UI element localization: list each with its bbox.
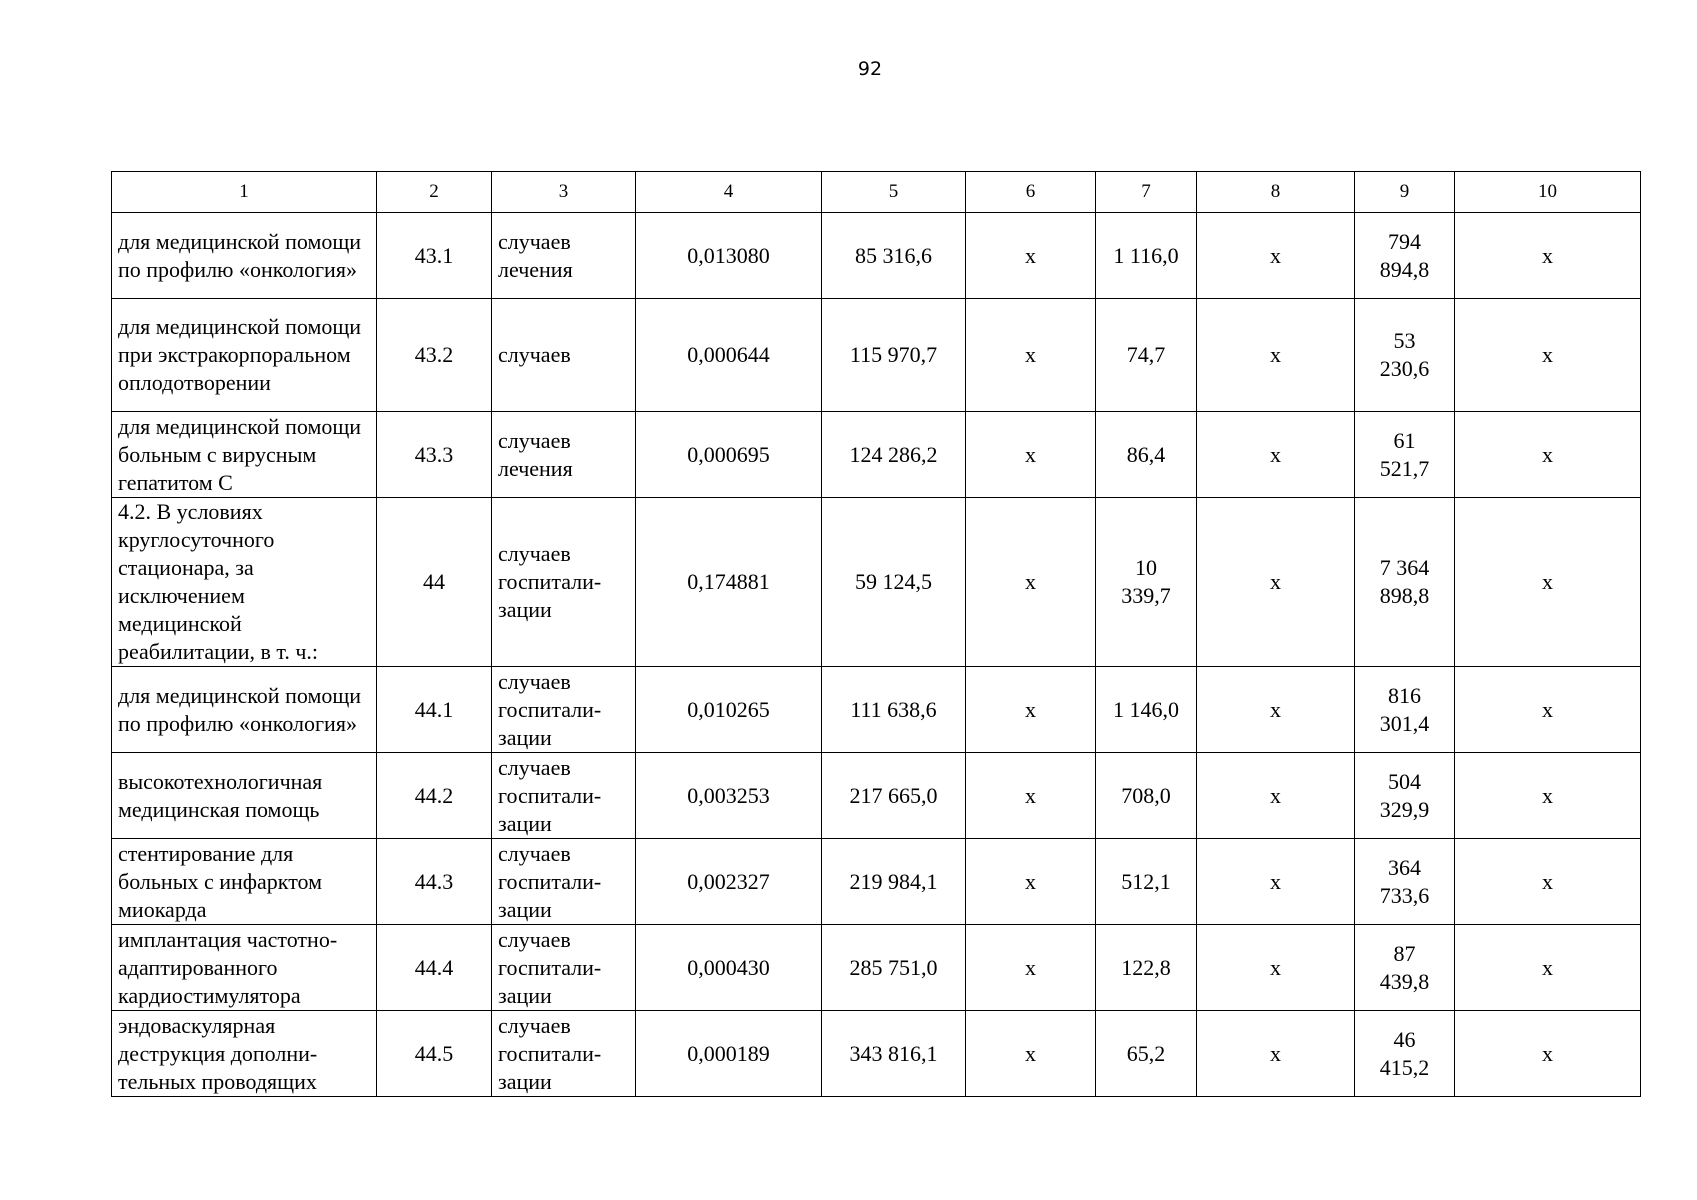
cell-col9-line1: 816	[1388, 682, 1421, 708]
cell-col7: 708,0	[1096, 753, 1197, 839]
cell-col9-line2: 230,6	[1379, 356, 1430, 381]
cell-col9	[1355, 753, 1455, 839]
row-code: 44.4	[377, 925, 492, 1011]
cell-col5: 285 751,0	[822, 925, 966, 1011]
cell-col4: 0,000644	[636, 299, 822, 412]
header-cell: 3	[492, 172, 636, 213]
row-name: 4.2. В условиях круглосуточного стационара, за исключением медицинской реабилитации, в т. ч.:	[112, 498, 377, 667]
cell-col10: х	[1455, 498, 1641, 667]
cell-col9-line2: 733,6	[1379, 882, 1430, 908]
cell-col9	[1355, 839, 1455, 925]
table-row	[112, 925, 1641, 1011]
header-cell: 1	[112, 172, 377, 213]
cell-col4: 0,000695	[636, 412, 822, 498]
cell-col6: х	[966, 412, 1096, 498]
header-row	[112, 172, 1641, 213]
cell-col9-line2: 521,7	[1379, 455, 1430, 481]
row-unit: случаев	[492, 299, 636, 412]
cell-col9	[1355, 213, 1455, 299]
row-name: для медицинской помощи при экстракорпоральном оплодотворении	[112, 299, 377, 412]
cell-col10: х	[1455, 1011, 1641, 1097]
table-row	[112, 299, 1641, 412]
cell-col9	[1355, 925, 1455, 1011]
cell-col9-line2: 439,8	[1379, 968, 1430, 994]
cell-col10: х	[1455, 412, 1641, 498]
row-code: 44.3	[377, 839, 492, 925]
cell-col10: х	[1455, 213, 1641, 299]
cell-col9-line1: 504	[1388, 768, 1421, 794]
row-name: для медицинской помощи по профилю «онкология»	[112, 667, 377, 753]
row-unit: случаев лечения	[492, 412, 636, 498]
cell-col9-line1: 794	[1388, 228, 1421, 254]
cell-col9-line2: 329,9	[1379, 796, 1430, 822]
cell-col5: 124 286,2	[822, 412, 966, 498]
cell-col6: х	[966, 213, 1096, 299]
cell-col8: х	[1197, 213, 1355, 299]
cell-col8: х	[1197, 667, 1355, 753]
row-code: 44.5	[377, 1011, 492, 1097]
header-cell: 7	[1096, 172, 1197, 213]
row-name: для медицинской помощи больным с вирусным гепатитом С	[112, 412, 377, 498]
cell-col8: х	[1197, 299, 1355, 412]
row-name: высокотехнологичная медицинская помощь	[112, 753, 377, 839]
cell-col4: 0,003253	[636, 753, 822, 839]
header-cell: 8	[1197, 172, 1355, 213]
cell-col4: 0,000189	[636, 1011, 822, 1097]
cell-col5: 85 316,6	[822, 213, 966, 299]
cell-col6: х	[966, 1011, 1096, 1097]
cell-col8: х	[1197, 1011, 1355, 1097]
cell-col8: х	[1197, 839, 1355, 925]
data-table	[111, 171, 1641, 1097]
cell-col4: 0,174881	[636, 498, 822, 667]
row-unit: случаев госпитали-зации	[492, 925, 636, 1011]
cell-col5: 111 638,6	[822, 667, 966, 753]
cell-col10: х	[1455, 925, 1641, 1011]
cell-col8: х	[1197, 498, 1355, 667]
table-row	[112, 498, 1641, 667]
row-unit: случаев госпитали-зации	[492, 498, 636, 667]
cell-col7: 65,2	[1096, 1011, 1197, 1097]
cell-col9	[1355, 412, 1455, 498]
cell-col6: х	[966, 925, 1096, 1011]
cell-col6: х	[966, 498, 1096, 667]
table-row	[112, 213, 1641, 299]
table-row	[112, 667, 1641, 753]
cell-col5: 343 816,1	[822, 1011, 966, 1097]
cell-col6: х	[966, 839, 1096, 925]
row-code: 43.3	[377, 412, 492, 498]
cell-col4: 0,002327	[636, 839, 822, 925]
cell-col10: х	[1455, 753, 1641, 839]
cell-col7: 86,4	[1096, 412, 1197, 498]
cell-col9-line1: 87	[1393, 940, 1416, 966]
row-name: стентирование для больных с инфарктом миокарда	[112, 839, 377, 925]
row-unit: случаев лечения	[492, 213, 636, 299]
table-row	[112, 753, 1641, 839]
page-number: 92	[857, 58, 883, 80]
cell-col8: х	[1197, 753, 1355, 839]
cell-col7: 74,7	[1096, 299, 1197, 412]
cell-col9-line2: 898,8	[1379, 583, 1430, 608]
table-row	[112, 839, 1641, 925]
header-cell: 6	[966, 172, 1096, 213]
cell-col10: х	[1455, 839, 1641, 925]
row-unit: случаев госпитали-зации	[492, 1011, 636, 1097]
cell-col9	[1355, 498, 1455, 667]
row-unit: случаев госпитали-зации	[492, 839, 636, 925]
cell-col8: х	[1197, 412, 1355, 498]
cell-col7: 512,1	[1096, 839, 1197, 925]
header-cell: 10	[1455, 172, 1641, 213]
cell-col8: х	[1197, 925, 1355, 1011]
row-code: 44	[377, 498, 492, 667]
row-code: 43.1	[377, 213, 492, 299]
header-cell: 2	[377, 172, 492, 213]
header-cell: 5	[822, 172, 966, 213]
cell-col4: 0,010265	[636, 667, 822, 753]
row-name: имплантация частотно-адаптированного кардиостимулятора	[112, 925, 377, 1011]
row-name: для медицинской помощи по профилю «онкология»	[112, 213, 377, 299]
row-code: 43.2	[377, 299, 492, 412]
row-name: эндоваскулярная деструкция дополни-тельных проводящих	[112, 1011, 377, 1097]
cell-col10: х	[1455, 299, 1641, 412]
cell-col5: 217 665,0	[822, 753, 966, 839]
cell-col9-line1: 364	[1388, 854, 1421, 880]
cell-col9-line2: 301,4	[1379, 710, 1430, 736]
cell-col7-line2: 339,7	[1121, 583, 1171, 608]
cell-col9-line2: 894,8	[1379, 256, 1430, 282]
cell-col7	[1096, 498, 1197, 667]
cell-col7-line1: 10	[1135, 555, 1157, 580]
table-row	[112, 1011, 1641, 1097]
header-cell: 9	[1355, 172, 1455, 213]
cell-col9	[1355, 1011, 1455, 1097]
cell-col4: 0,000430	[636, 925, 822, 1011]
cell-col5: 115 970,7	[822, 299, 966, 412]
row-code: 44.2	[377, 753, 492, 839]
row-code: 44.1	[377, 667, 492, 753]
cell-col9-line1: 7 364	[1379, 555, 1430, 580]
cell-col9-line1: 53	[1393, 328, 1416, 353]
cell-col6: х	[966, 667, 1096, 753]
cell-col9	[1355, 299, 1455, 412]
cell-col7: 1 116,0	[1096, 213, 1197, 299]
row-unit: случаев госпитали-зации	[492, 753, 636, 839]
cell-col9-line1: 46	[1393, 1026, 1416, 1052]
row-unit: случаев госпитали-зации	[492, 667, 636, 753]
cell-col5: 219 984,1	[822, 839, 966, 925]
cell-col6: х	[966, 299, 1096, 412]
cell-col9	[1355, 667, 1455, 753]
cell-col4: 0,013080	[636, 213, 822, 299]
table-row	[112, 412, 1641, 498]
cell-col6: х	[966, 753, 1096, 839]
cell-col9-line1: 61	[1393, 427, 1416, 453]
cell-col7: 1 146,0	[1096, 667, 1197, 753]
header-cell: 4	[636, 172, 822, 213]
cell-col5: 59 124,5	[822, 498, 966, 667]
cell-col10: х	[1455, 667, 1641, 753]
cell-col7: 122,8	[1096, 925, 1197, 1011]
cell-col9-line2: 415,2	[1379, 1054, 1430, 1080]
